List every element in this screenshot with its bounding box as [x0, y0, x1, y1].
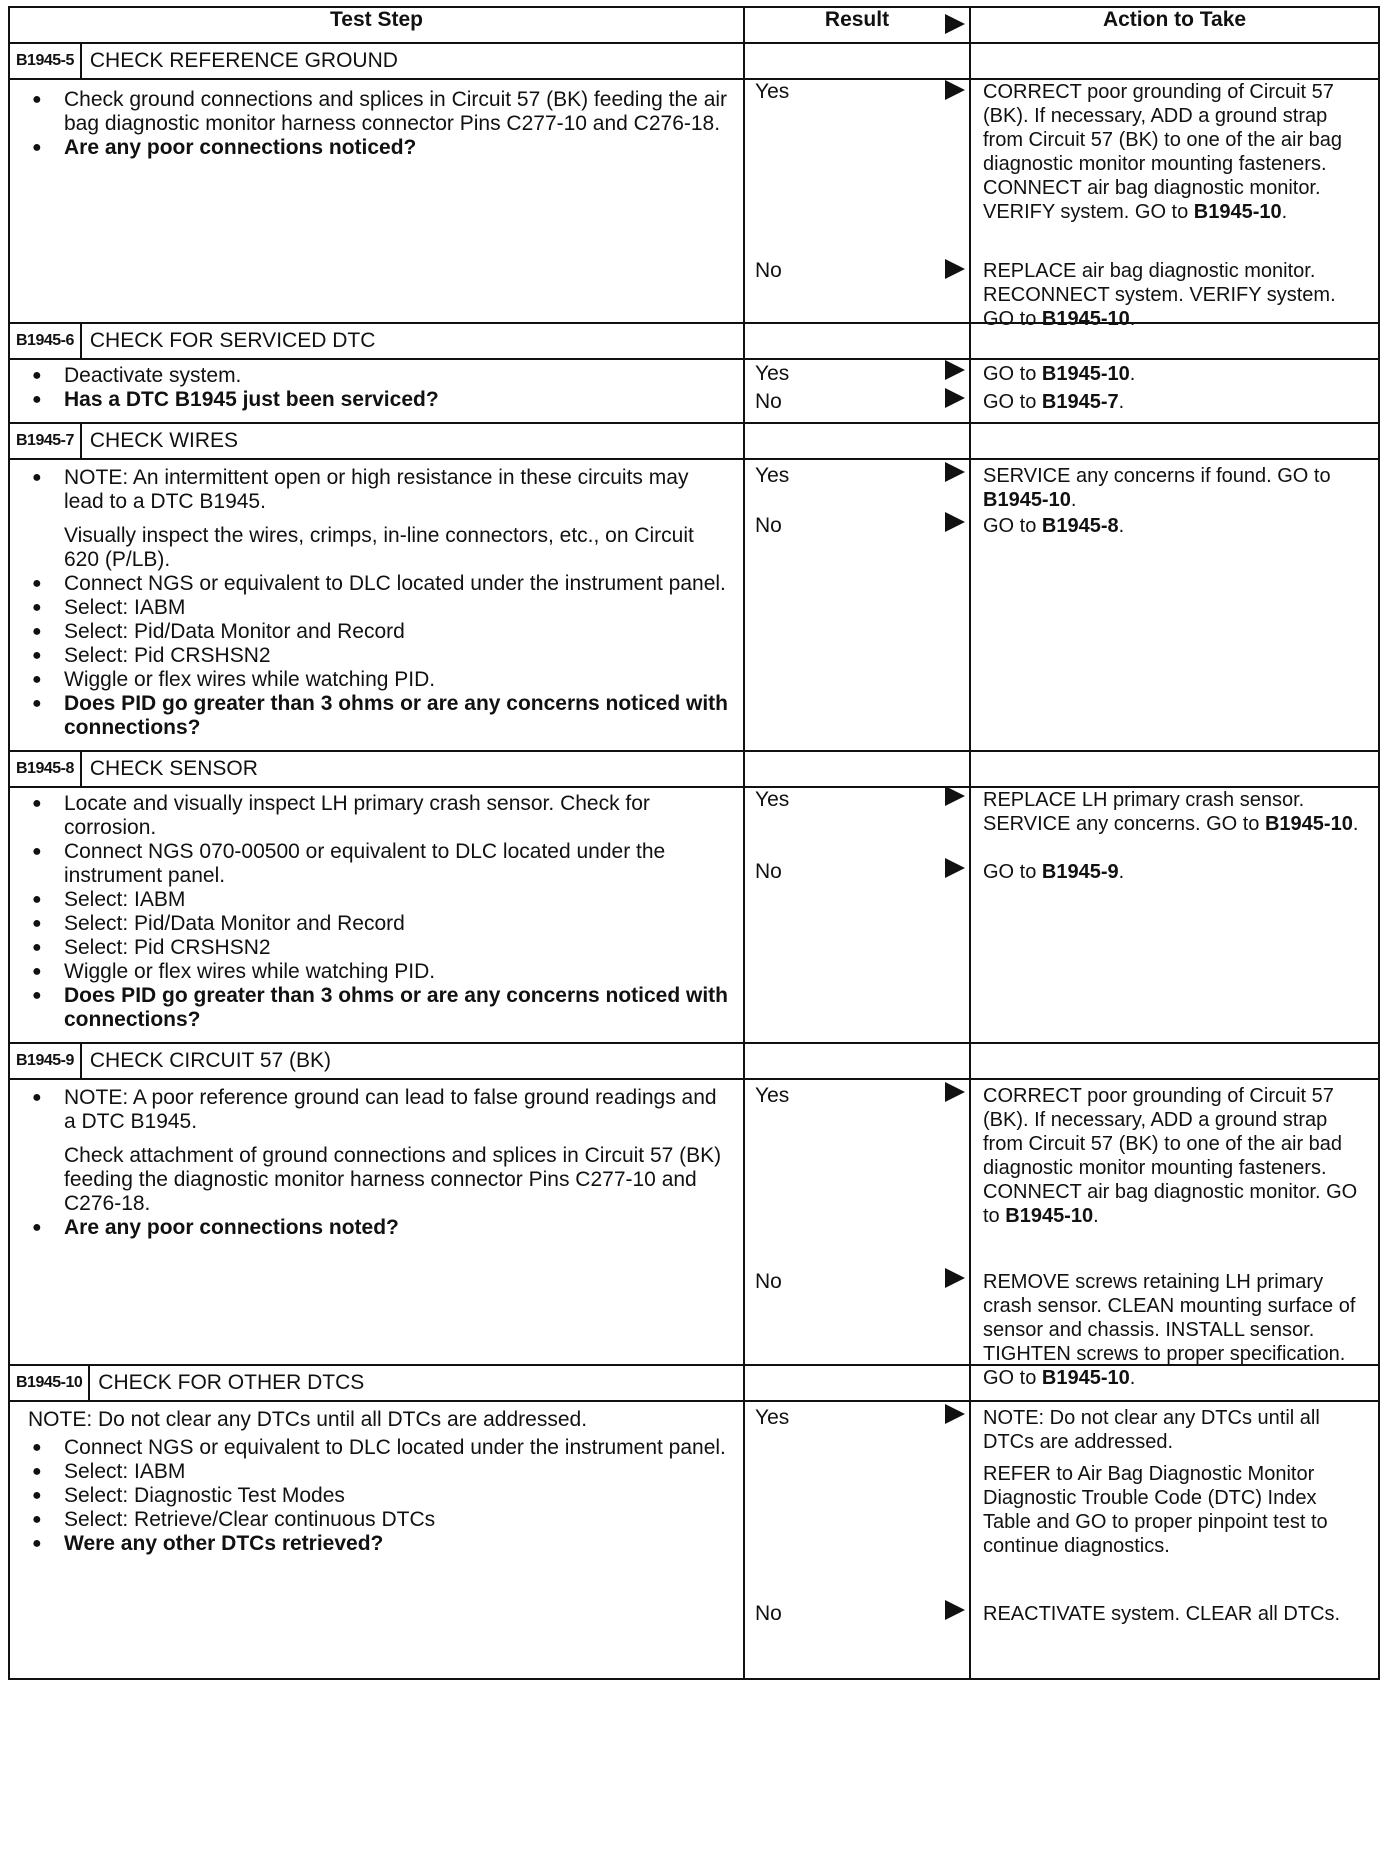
result-no: No — [755, 514, 782, 537]
action-cell — [970, 751, 1379, 1043]
header-action: Action to Take — [970, 7, 1379, 43]
note-text: NOTE: Do not clear any DTCs until all DTCs are addressed. — [28, 1408, 588, 1431]
step-title-bar — [10, 324, 743, 360]
arrow-right-icon — [945, 512, 965, 532]
step-body — [10, 460, 743, 750]
list-item: ● Wiggle or flex wires while watching PID. — [28, 960, 733, 984]
arrow-right-icon — [945, 462, 965, 482]
list-item: ● Connect NGS or equivalent to DLC located under the instrument panel. — [28, 1436, 733, 1460]
step-title: CHECK WIRES — [89, 429, 239, 452]
list-item: ● Select: IABM — [28, 1460, 733, 1484]
instruction-text: Check attachment of ground connections and splices in Circuit 57 (BK) feeding the diagnostic monitor harness connector Pins C277-10 and C276-18. — [64, 1144, 722, 1215]
list-item: ● Select: Pid/Data Monitor and Record — [28, 620, 733, 644]
step-title: CHECK FOR OTHER DTCS — [98, 1371, 365, 1394]
result-yes: Yes — [755, 1084, 790, 1107]
step-body — [10, 788, 743, 1042]
result-no: No — [755, 1602, 782, 1625]
action-cell — [970, 1043, 1379, 1389]
result-yes: Yes — [755, 1406, 790, 1429]
step-cell — [9, 423, 744, 751]
list-item: ● Select: Diagnostic Test Modes — [28, 1484, 733, 1508]
arrow-right-icon — [945, 786, 965, 806]
result-no: No — [755, 390, 782, 413]
list-item: ● Connect NGS or equivalent to DLC located under the instrument panel. — [28, 572, 733, 596]
step-title-bar — [10, 752, 743, 788]
note-item: ● NOTE: An intermittent open or high resistance in these circuits may lead to a DTC B1945. — [28, 466, 733, 514]
question-item: ● Are any poor connections noticed? — [28, 136, 733, 160]
step-title: CHECK REFERENCE GROUND — [89, 49, 398, 72]
action-no: GO to B1945-7. — [983, 391, 1125, 413]
list-item: ● Deactivate system. — [28, 364, 733, 388]
arrow-right-icon — [945, 360, 965, 380]
action-yes-note: NOTE: Do not clear any DTCs until all DTCs are addressed. — [983, 1407, 1320, 1453]
list-item: ● Select: Retrieve/Clear continuous DTCs — [28, 1508, 733, 1532]
step-row-b1945-9 — [9, 1043, 1379, 1365]
result-cell — [744, 1365, 970, 1679]
step-body — [10, 360, 743, 422]
result-cell — [744, 751, 970, 1043]
step-title: CHECK SENSOR — [89, 757, 258, 780]
step-body — [10, 1402, 743, 1566]
step-title-bar — [10, 1044, 743, 1080]
result-no: No — [755, 259, 782, 282]
question-item: ● Does PID go greater than 3 ohms or are any concerns noticed with connections? — [28, 692, 733, 740]
arrow-right-icon — [945, 14, 965, 34]
step-id: B1945-9 — [10, 1044, 82, 1078]
result-cell — [744, 323, 970, 423]
list-item: ● Select: Pid CRSHSN2 — [28, 644, 733, 668]
result-cell — [744, 423, 970, 751]
header-result — [744, 7, 970, 43]
result-yes: Yes — [755, 464, 790, 487]
step-row-b1945-10 — [9, 1365, 1379, 1679]
pinpoint-test-table — [8, 6, 1380, 1680]
action-cell — [970, 423, 1379, 751]
list-item: ● Locate and visually inspect LH primary crash sensor. Check for corrosion. — [28, 792, 733, 840]
action-no: REMOVE screws retaining LH primary crash sensor. CLEAN mounting surface of sensor and chassis. INSTALL sensor. TIGHTEN screws to proper specification. GO to B1945-10. — [983, 1271, 1356, 1389]
step-title-bar — [10, 44, 743, 80]
action-cell — [970, 43, 1379, 330]
step-cell — [9, 1365, 744, 1679]
question-item: ● Has a DTC B1945 just been serviced? — [28, 388, 733, 412]
step-cell — [9, 43, 744, 323]
arrow-right-icon — [945, 858, 965, 878]
step-title-bar — [10, 424, 743, 460]
action-no: GO to B1945-8. — [983, 515, 1125, 537]
step-title: CHECK FOR SERVICED DTC — [89, 329, 376, 352]
list-item: ● Select: IABM — [28, 596, 733, 620]
action-yes: CORRECT poor grounding of Circuit 57 (BK). If necessary, ADD a ground strap from Circuit 57 (BK) to one of the air bad diagnostic monitor mounting fasteners. CONNECT air bag diagnostic monitor. GO to B1945-10. — [983, 1085, 1358, 1227]
step-body — [10, 80, 743, 170]
arrow-right-icon — [945, 1082, 965, 1102]
header-test-step: Test Step — [9, 7, 744, 43]
arrow-right-icon — [945, 259, 965, 279]
result-yes: Yes — [755, 362, 790, 385]
result-no: No — [755, 1270, 782, 1293]
step-row-b1945-6 — [9, 323, 1379, 423]
action-no: REPLACE air bag diagnostic monitor. RECONNECT system. VERIFY system. GO to B1945-10. — [983, 260, 1336, 330]
step-id: B1945-5 — [10, 44, 82, 78]
step-row-b1945-7 — [9, 423, 1379, 751]
action-yes: SERVICE any concerns if found. GO to B1945-10. — [983, 465, 1331, 511]
question-item: ● Were any other DTCs retrieved? — [28, 1532, 733, 1556]
instruction-text: Visually inspect the wires, crimps, in-line connectors, etc., on Circuit 620 (P/LB). — [64, 524, 694, 571]
step-row-b1945-5 — [9, 43, 1379, 323]
arrow-right-icon — [945, 1600, 965, 1620]
table-header-row — [9, 7, 1379, 43]
question-item: ● Does PID go greater than 3 ohms or are any concerns noticed with connections? — [28, 984, 733, 1032]
list-item: ● Connect NGS 070-00500 or equivalent to DLC located under the instrument panel. — [28, 840, 733, 888]
arrow-right-icon — [945, 80, 965, 100]
step-cell — [9, 323, 744, 423]
step-title: CHECK CIRCUIT 57 (BK) — [89, 1049, 332, 1072]
arrow-right-icon — [945, 388, 965, 408]
arrow-right-icon — [945, 1268, 965, 1288]
list-item: ● Check ground connections and splices in Circuit 57 (BK) feeding the air bag diagnostic monitor harness connector Pins C277-10 and C276-18. — [28, 88, 733, 136]
action-cell — [970, 323, 1379, 423]
diagnostic-page — [8, 6, 1380, 1844]
step-id: B1945-7 — [10, 424, 82, 458]
result-yes: Yes — [755, 80, 790, 103]
action-no: GO to B1945-9. — [983, 861, 1125, 883]
list-item: ● Select: IABM — [28, 888, 733, 912]
action-cell — [970, 1365, 1379, 1679]
action-yes: CORRECT poor grounding of Circuit 57 (BK). If necessary, ADD a ground strap from Circuit 57 (BK) to one of the air bag diagnostic monitor mounting fasteners. CONNECT air bag diagnostic monitor. VERIFY system. GO to B1945-10. — [983, 81, 1343, 223]
result-yes: Yes — [755, 788, 790, 811]
step-cell — [9, 751, 744, 1043]
note-item: ● NOTE: A poor reference ground can lead to false ground readings and a DTC B1945. — [28, 1086, 733, 1134]
action-no: REACTIVATE system. CLEAR all DTCs. — [983, 1603, 1341, 1625]
list-item: ● Select: Pid/Data Monitor and Record — [28, 912, 733, 936]
list-item: ● Select: Pid CRSHSN2 — [28, 936, 733, 960]
step-id: B1945-6 — [10, 324, 82, 358]
action-yes: REFER to Air Bag Diagnostic Monitor Diagnostic Trouble Code (DTC) Index Table and GO to proper pinpoint test to continue diagnostics. — [983, 1463, 1328, 1557]
step-id: B1945-10 — [10, 1366, 90, 1400]
arrow-right-icon — [945, 1404, 965, 1424]
step-body — [10, 1080, 743, 1250]
action-yes: GO to B1945-10. — [983, 363, 1136, 385]
header-result-label: Result — [824, 8, 890, 31]
result-cell — [744, 1043, 970, 1365]
action-yes: REPLACE LH primary crash sensor. SERVICE any concerns. GO to B1945-10. — [983, 789, 1359, 835]
step-row-b1945-8 — [9, 751, 1379, 1043]
step-cell — [9, 1043, 744, 1365]
step-title-bar — [10, 1366, 743, 1402]
list-item: ● Wiggle or flex wires while watching PID. — [28, 668, 733, 692]
result-cell — [744, 43, 970, 323]
question-item: ● Are any poor connections noted? — [28, 1216, 733, 1240]
result-no: No — [755, 860, 782, 883]
step-id: B1945-8 — [10, 752, 82, 786]
